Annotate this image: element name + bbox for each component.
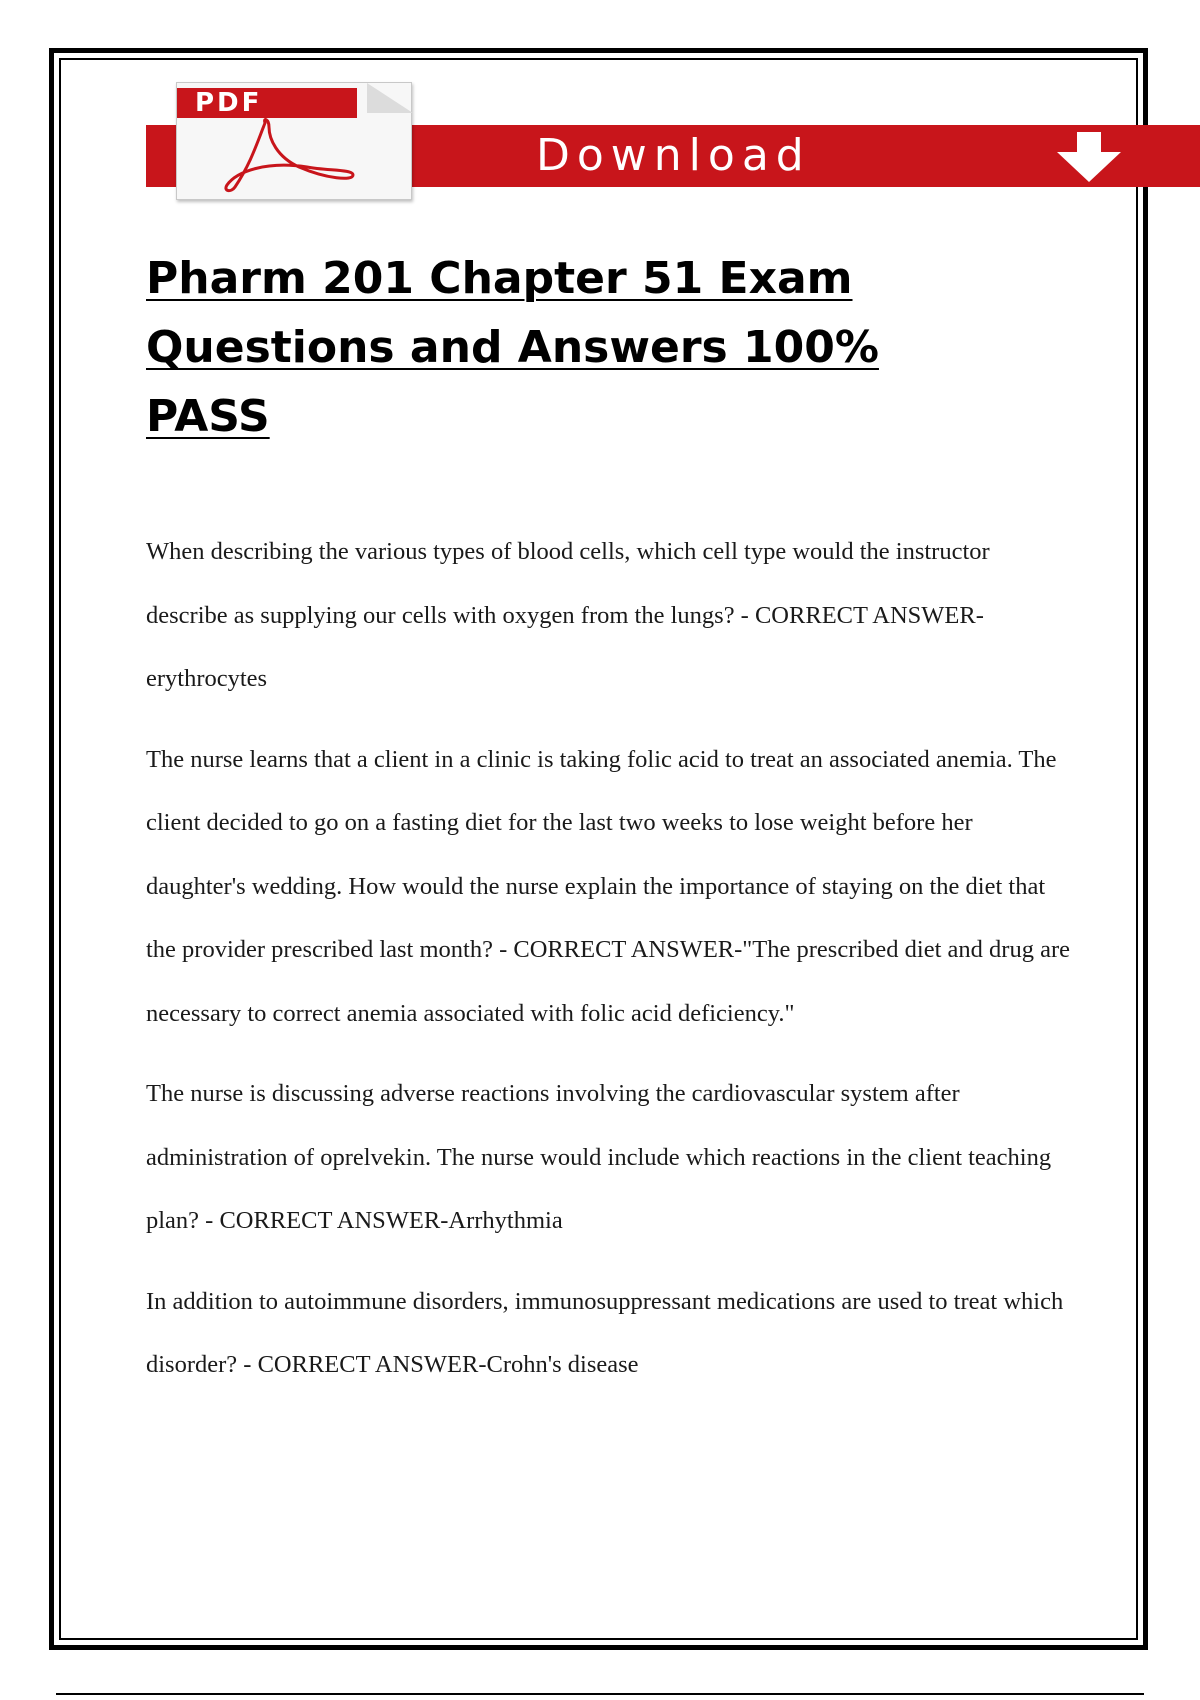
title-line-1: Pharm 201 Chapter 51 Exam [146, 253, 853, 304]
qa-item-1: When describing the various types of blood cells, which cell type would the instructor describe as supplying our cells with oxygen from the lungs? - CORRECT ANSWER-erythrocytes [146, 538, 990, 692]
pdf-download-banner[interactable] [146, 80, 1200, 200]
download-label[interactable]: Download [536, 130, 811, 181]
pdf-label: PDF [177, 88, 357, 118]
download-arrow-icon[interactable] [1051, 128, 1127, 184]
qa-list [146, 520, 1076, 1414]
qa-item-4: In addition to autoimmune disorders, immunosuppressant medications are used to treat which disorder? - CORRECT ANSWER-Crohn's disease [146, 1287, 1064, 1378]
title-line-2: Questions and Answers 100% [146, 322, 879, 373]
qa-item-2: The nurse learns that a client in a clinic is taking folic acid to treat an associated anemia. The client decided to go on a fasting diet for the last two weeks to lose weight before her daughter's wedding. How would the nurse explain the importance of staying on the diet that the provider prescribed last month? - CORRECT ANSWER-"The prescribed diet and drug are necessary to correct anemia associated with folic acid deficiency." [146, 745, 1070, 1027]
document-title [146, 244, 986, 451]
title-line-3: PASS [146, 391, 270, 442]
footer-divider [56, 1693, 1144, 1695]
pdf-document-icon [176, 82, 412, 200]
qa-item-3: The nurse is discussing adverse reactions involving the cardiovascular system after administration of oprelvekin. The nurse would include which reactions in the client teaching plan? - CORRECT ANSWER-Arrhythmia [146, 1080, 1052, 1234]
